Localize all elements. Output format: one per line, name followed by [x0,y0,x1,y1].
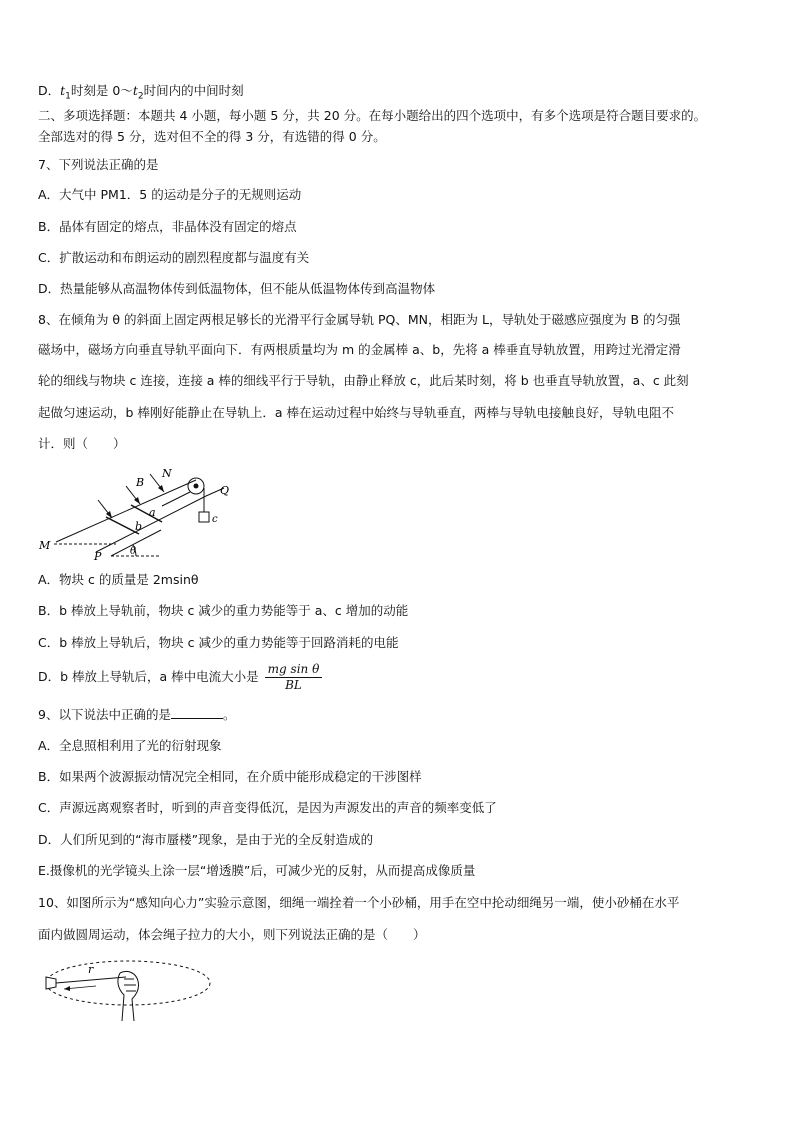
rope [56,977,126,983]
q8-option-a: A．物块 c 的质量是 2msinθ [38,572,199,587]
label-M: M [39,539,51,552]
q9-option-e: E.摄像机的光学镜头上涂一层“增透膜”后，可减少光的反射，从而提高成像质量 [38,863,476,878]
label-a: a [149,506,156,519]
q6-d-end: 时间内的中间时刻 [143,83,244,98]
label-b: b [135,520,143,533]
q10-stem-line1: 10、如图所示为“感知向心力”实验示意图，细绳一端拴着一个小砂桶，用手在空中抡动细绳另一端，使小砂桶在水平 [38,895,680,910]
q9-option-d: D．人们所见到的“海市蜃楼”现象，是由于光的全反射造成的 [38,832,374,847]
q8-stem-line2: 磁场中，磁场方向垂直导轨平面向下．有两根质量均为 m 的金属棒 a、b，先将 a 棒垂直导轨放置，用跨过光滑定滑 [38,342,681,357]
q9-stem-post: 。 [222,707,236,722]
label-theta: θ [130,546,137,557]
q7-option-a: A．大气中 PM1．5 的运动是分子的无规则运动 [38,187,302,202]
q8-option-c: C．b 棒放上导轨后，物块 c 减少的重力势能等于回路消耗的电能 [38,635,399,650]
q6-option-d [38,83,244,105]
q6-d-prefix: D． [38,83,61,98]
q8-stem-line4: 起做匀速运动，b 棒刚好能静止在导轨上．a 棒在运动过程中始终与导轨垂直，两棒与导轨电接触良好，导轨电阻不 [38,405,675,420]
q9-option-b: B．如果两个波源振动情况完全相同，在介质中能形成稳定的干涉图样 [38,769,422,784]
label-Q: Q [220,484,230,497]
circular-path [46,961,210,1005]
q9-stem [38,706,235,723]
q9-option-c: C．声源远离观察者时，听到的声音变得低沉，是因为声源发出的声音的频率变低了 [38,800,497,815]
q6-d-t1: t [60,83,66,98]
rail-mn [56,480,196,542]
q8-stem-line3: 轮的细线与物块 c 连接，连接 a 棒的细线平行于导轨，由静止释放 c，此后某时刻，将 b 也垂直导轨放置，a、c 此刻 [38,373,689,388]
q8-d-fraction [265,662,323,693]
hand-icon [118,971,139,1021]
rail-pq [96,496,206,552]
q10-stem-line2: 面内做圆周运动，体会绳子拉力的大小，则下列说法正确的是（ ） [38,927,426,942]
label-r: r [88,963,94,976]
q6-d-sub1: 1 [65,91,71,102]
q7-stem: 7、下列说法正确的是 [38,157,159,172]
q8-d-numerator: mg sin θ [265,662,323,678]
section2-heading-line2: 全部选对的得 5 分，选对但不全的得 3 分，有选错的得 0 分。 [38,129,386,144]
label-P: P [94,550,102,563]
label-B: B [136,476,145,489]
q9-option-a: A．全息照相利用了光的衍射现象 [38,738,222,753]
section2-heading-line1: 二、多项选择题：本题共 4 小题，每小题 5 分，共 20 分。在每小题给出的四个选项中，有多个选项是符合题目要求的。 [38,108,707,123]
q6-d-sub2: 2 [137,91,144,102]
q6-d-mid: 时刻是 0～ [70,83,133,98]
q8-d-denominator: BL [285,678,302,692]
label-N: N [162,467,172,480]
q8-incline-figure [36,460,246,565]
label-c: c [212,514,218,525]
q10-centripetal-figure [38,955,218,1027]
q9-stem-pre: 9、以下说法中正确的是 [38,707,171,722]
q8-stem-line1: 8、在倾角为 θ 的斜面上固定两根足够长的光滑平行金属导轨 PQ、MN，相距为 L，导轨处于磁感应强度为 B 的匀强 [38,312,681,327]
q7-option-b: B．晶体有固定的熔点，非晶体没有固定的熔点 [38,219,297,234]
q9-answer-blank [171,706,223,719]
q7-option-d: D．热量能够从高温物体传到低温物体，但不能从低温物体传到高温物体 [38,281,436,296]
block-c [199,512,209,522]
q8-stem-line5: 计．则（ ） [38,436,126,451]
sand-bucket [46,977,56,989]
q6-d-t2: t [132,83,138,98]
q8-d-prefix: D．b 棒放上导轨后，a 棒中电流大小是 [38,669,259,684]
q7-option-c: C．扩散运动和布朗运动的剧烈程度都与温度有关 [38,250,310,265]
q8-option-b: B．b 棒放上导轨前，物块 c 减少的重力势能等于 a、c 增加的动能 [38,603,409,618]
q8-option-d [38,660,322,694]
